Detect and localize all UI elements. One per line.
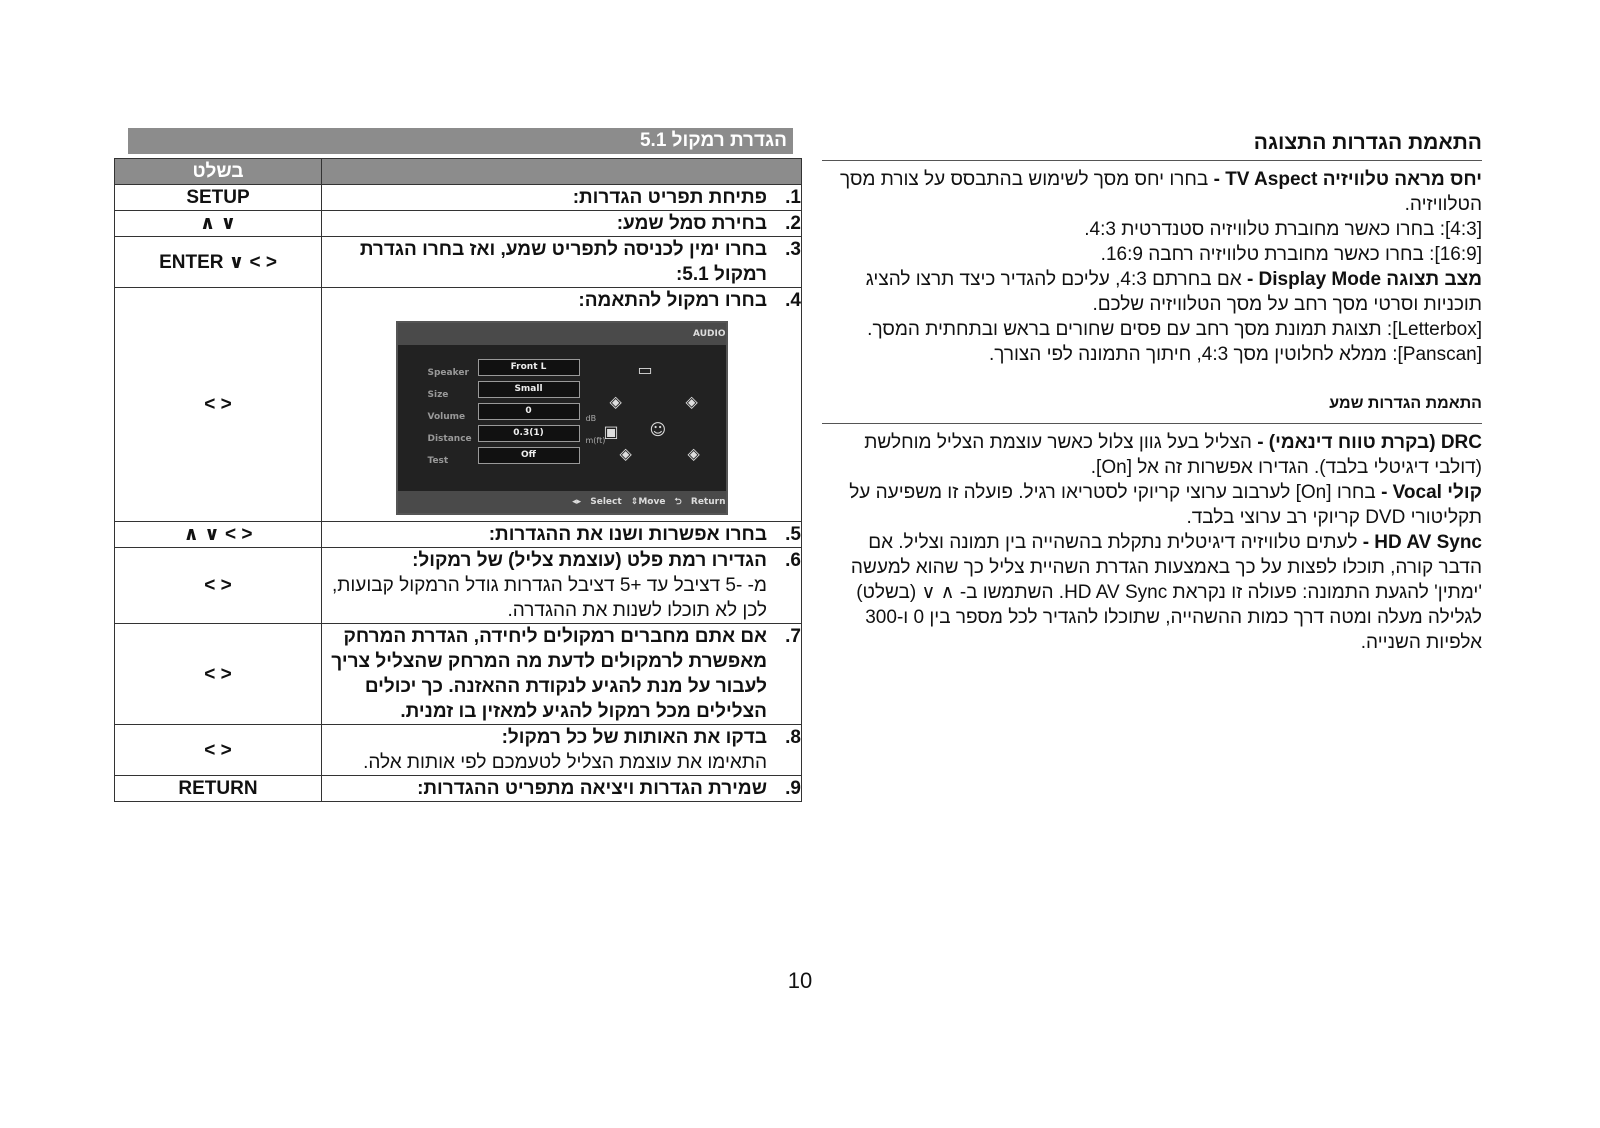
option-letterbox: [Letterbox]: תצוגת תמונת מסך רחב עם פסים שחורים בראש ובתחתית המסך. — [867, 319, 1482, 340]
display-mode-label: מצב תצוגה Display Mode - — [1246, 269, 1482, 290]
audio-menu-screenshot — [396, 321, 728, 515]
audio-row-value: Off — [478, 447, 580, 464]
step-number: 6. — [785, 550, 801, 571]
table-row — [115, 624, 802, 725]
option-panscan: [Panscan]: ממלא לחלוטין מסך 4:3, חיתוך התמונה לפי הצורך. — [988, 344, 1482, 365]
table-row — [115, 237, 802, 288]
step-number: 7. — [785, 626, 801, 647]
option-169: [16:9]: בחרו כאשר מחוברת טלוויזיה רחבה 16:9. — [1100, 244, 1482, 265]
audio-row-unit: dB — [585, 414, 597, 423]
step-number: 5. — [785, 524, 801, 545]
step-text: התאימו את עוצמת הצליל לטעמכם לפי אותות אלה. — [363, 752, 767, 773]
audio-row-value: Front L — [478, 359, 580, 376]
audio-row-label: Size — [427, 390, 449, 400]
audio-row-label: Volume — [427, 412, 466, 422]
remote-key: ∧ ∨ < > — [183, 524, 253, 545]
remote-key: < > — [204, 663, 232, 685]
remote-key: < > — [204, 739, 232, 761]
table-row — [115, 776, 802, 802]
table-header-row — [115, 159, 802, 185]
tv-aspect-paragraph — [822, 167, 1482, 217]
table-row — [115, 548, 802, 624]
table-row — [115, 725, 802, 776]
step-title: בחרו רמקול להתאמה: — [578, 290, 767, 311]
step-title: בחרו אפשרות ושנו את ההגדרות: — [488, 524, 767, 545]
audio-row-unit: m(ft) — [585, 436, 606, 445]
display-mode-paragraph — [822, 267, 1482, 317]
step-title: בחרו ימין לכניסה לתפריט שמע, ואז בחרו הגדרת רמקול 5.1: — [359, 239, 767, 285]
drc-label: DRC (בקרת טווח דינאמי) - — [1257, 432, 1482, 453]
page-number: 10 — [787, 968, 813, 993]
remote-key: ENTER ∨ < > — [159, 251, 277, 273]
step-number: 3. — [785, 239, 801, 260]
tv-aspect-text: בחרו יחס מסך לשימוש בהתבסס על צורת מסך הטלוויזיה. — [840, 169, 1482, 215]
audio-row-value: 0.3(1) — [478, 425, 580, 442]
step-number: 2. — [785, 213, 801, 234]
step-title: אם אתם מחברים רמקולים ליחידה, הגדרת המרחק מאפשרת לרמקולים לדעת מה המרחק שהצליל צריך לעבור על מנת להגיע לנקודת ההאזנה. כך יכולים הצלילים מכל רמקול להגיע למאזין בו זמנית. — [331, 626, 767, 722]
audio-menu-title: AUDIO — [398, 323, 726, 345]
hdav-text: לעתים טלוויזיה דיגיטלית נתקלת בהשהייה בין תמונה וצליל. אם הדבר קורה, תוכלו לפצות על כך באמצעות הגדרת השהיית צליל כך שהוא למעשה 'ימתין' להגעת התמונה: פעולה זו נקראת HD AV Sync. השתמשו ב- ∧ ∨ (בשלט) לגלילה מעלה ומטה דרך כמות ההשהייה, שתוכלו להגדיר לכל מספר בין 0 ו-300 אלפיות השנייה. — [850, 532, 1482, 653]
table-row — [115, 288, 802, 522]
remote-key: RETURN — [178, 778, 258, 799]
step-title: בחירת סמל שמע: — [616, 213, 767, 234]
step-title: פתיחת תפריט הגדרות: — [572, 187, 767, 208]
listener-icon: ☺ — [649, 420, 667, 439]
step-text: מ- -5 דציבל עד +5 דציבל הגדרות גודל הרמקול קבועות, לכן לא תוכלו לשנות את ההגדרה. — [331, 575, 767, 621]
audio-row-value: 0 — [478, 403, 580, 420]
tv-speaker-icon: ▭ — [637, 360, 653, 379]
drc-text: הצליל בעל גוון צלול כאשר עוצמת הצליל מוחלשת (דולבי דיגיטלי בלבד). הגדירו אפשרות זה אל [On]. — [864, 432, 1482, 478]
vocal-label: קולי Vocal - — [1381, 482, 1482, 503]
step-number: 8. — [785, 727, 801, 748]
audio-menu-footer: ◂▸ Select ⇕Move ⮌ Return — [398, 491, 726, 513]
speaker-setup-section — [114, 128, 802, 802]
hdav-paragraph — [822, 530, 1482, 655]
step-title: בדקו את האותות של כל רמקול: — [501, 727, 767, 748]
table-row — [115, 522, 802, 548]
remote-key: < > — [204, 575, 232, 596]
remote-key: SETUP — [186, 187, 250, 208]
description-column-header — [322, 159, 802, 185]
speaker-icon: ◈ — [609, 392, 622, 411]
audio-row-label: Test — [427, 456, 449, 466]
table-row — [115, 211, 802, 237]
option-43: [4:3]: בחרו כאשר מחוברת טלוויזיה סטנדרטית 4:3. — [1084, 219, 1482, 240]
step-number: 9. — [785, 778, 801, 799]
table-row — [115, 185, 802, 211]
tv-aspect-label: יחס מראה טלוויזיה TV Aspect - — [1213, 169, 1482, 190]
audio-row-label: Speaker — [427, 368, 469, 378]
remote-key: < > — [204, 394, 232, 415]
remote-key: ∧ ∨ — [199, 213, 237, 234]
step-number: 4. — [785, 290, 801, 311]
speaker-setup-table — [114, 158, 802, 802]
hdav-label: HD AV Sync - — [1362, 532, 1482, 553]
remote-column-header: בשלט — [115, 159, 322, 185]
step-title: הגדירו רמת פלט (עוצמת צליל) של רמקול: — [412, 550, 767, 571]
speaker-icon: ◈ — [687, 444, 700, 463]
drc-paragraph — [822, 430, 1482, 480]
display-audio-settings — [822, 128, 1482, 655]
step-number: 1. — [785, 187, 801, 208]
subwoofer-icon: ▣ — [603, 422, 619, 441]
speaker-icon: ◈ — [619, 444, 632, 463]
vocal-paragraph — [822, 480, 1482, 530]
step-title: שמירת הגדרות ויציאה מתפריט ההגדרות: — [417, 778, 767, 799]
audio-row-value: Small — [478, 381, 580, 398]
speaker-icon: ◈ — [685, 392, 698, 411]
audio-row-label: Distance — [427, 434, 472, 444]
section-title-display: התאמת הגדרות התצוגה — [822, 128, 1482, 161]
vocal-text: בחרו [On] לערבוב ערוצי קריוקי לסטריאו רגיל. פועלה זו משפיעה על תקליטורי DVD קריוקי רב ערוצי בלבד. — [849, 482, 1482, 528]
table-title: הגדרת רמקול 5.1 — [128, 128, 793, 154]
display-mode-text: אם בחרתם 4:3, עליכם להגדיר כיצד תרצו להציג תוכניות וסרטי מסך רחב על מסך הטלוויזיה שלכם. — [865, 269, 1482, 315]
section-title-audio: התאמת הגדרות שמע — [822, 389, 1482, 424]
